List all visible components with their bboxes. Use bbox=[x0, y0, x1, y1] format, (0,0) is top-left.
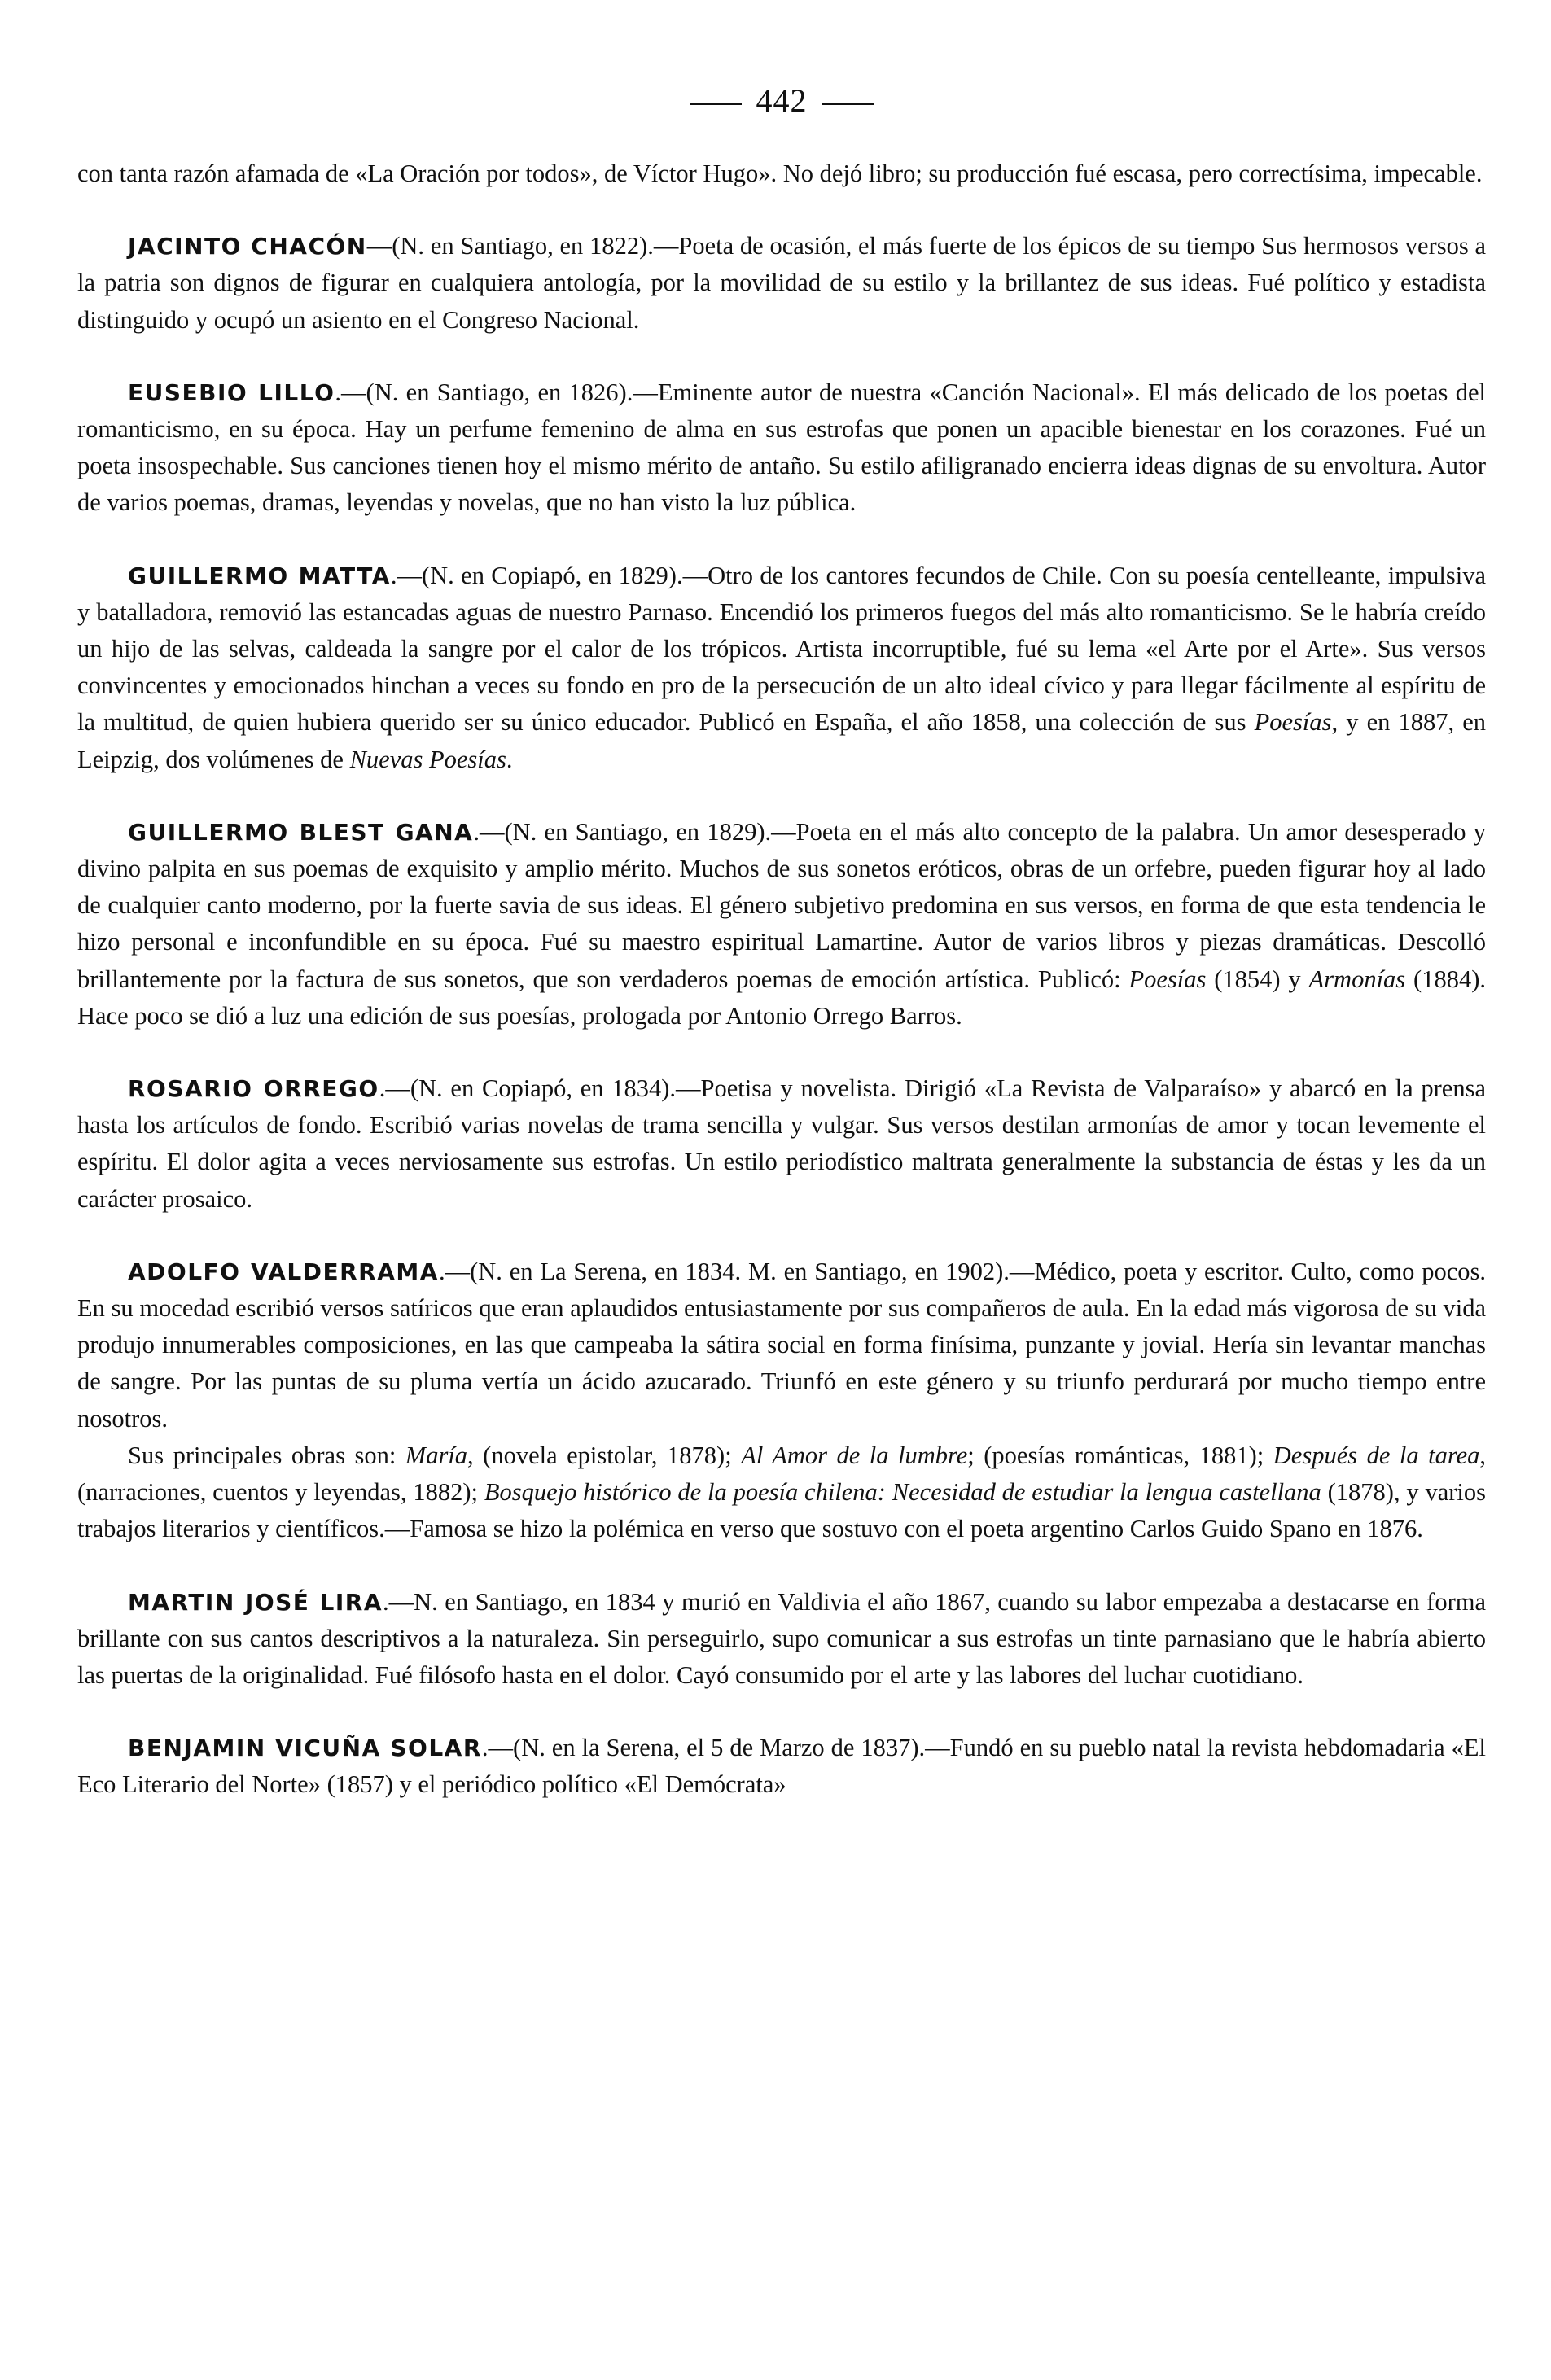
entry-text: , y en 1887, en Leipzig, dos volúmenes de bbox=[77, 708, 1486, 773]
entry-guillermo-blest-gana bbox=[77, 814, 1486, 1035]
book-title: María bbox=[405, 1441, 468, 1469]
entry-name: GUILLERMO BLEST GANA bbox=[128, 818, 474, 846]
entry-text: Sus principales obras son: bbox=[128, 1441, 405, 1469]
entry-jacinto-chacon bbox=[77, 228, 1486, 339]
entry-adolfo-valderrama bbox=[77, 1253, 1486, 1548]
entry-text: .—(N. en Santiago, en 1826).—Eminente autor de nuestra «Canción Nacional». El más delicado de los poetas del romanticismo, en su época. Hay un perfume femenino de alma en sus estrofas que ponen un apacible bienestar en los corazones. Fué un poeta insospechable. Sus canciones tienen hoy el mismo mérito de antaño. Su estilo afiligranado encierra ideas dignas de su envoltura. Autor de varios poemas, dramas, leyendas y novelas, que no han visto la luz pública. bbox=[77, 378, 1487, 517]
entry-paragraph bbox=[77, 1070, 1486, 1218]
entry-text: . bbox=[506, 745, 513, 773]
entry-text: , (narraciones, cuentos y leyendas, 1882); bbox=[77, 1441, 1486, 1507]
entry-paragraph bbox=[77, 814, 1486, 1035]
entry-paragraph bbox=[77, 228, 1486, 339]
page-number-line bbox=[77, 81, 1486, 120]
book-title: Nuevas Poesías bbox=[349, 745, 506, 773]
entry-paragraph bbox=[77, 374, 1486, 522]
entry-text: .—(N. en la Serena, el 5 de Marzo de 1837).—Fundó en su pueblo natal la revista hebdomadaria «El Eco Literario del Norte» (1857) y el periódico político «El Demócrata» bbox=[77, 1734, 1486, 1799]
entry-name: JACINTO CHACÓN bbox=[128, 233, 367, 260]
book-title: Poesías bbox=[1254, 708, 1332, 737]
entry-text: (1878), y varios trabajos literarios y científicos.—Famosa se hizo la polémica en verso que sostuvo con el poeta argentino Carlos Guido Spano en 1876. bbox=[77, 1478, 1486, 1543]
entry-eusebio-lillo bbox=[77, 374, 1486, 522]
entry-paragraph-works bbox=[77, 1437, 1486, 1548]
entry-text: , (novela epistolar, 1878); bbox=[467, 1441, 742, 1469]
book-title: Poesías bbox=[1128, 965, 1207, 993]
entry-text: .—(N. en Santiago, en 1829).—Poeta en el más alto concepto de la palabra. Un amor desesperado y divino palpita en sus poemas de exquisito y amplio mérito. Muchos de sus sonetos eróticos, obras de un orfebre, pueden figurar hoy al lado de cualquier canto moderno, por la fuerte savia de sus ideas. El género subjetivo predomina en sus versos, en forma de que esta tendencia le hizo personal e inconfundible en su época. Fué su maestro espiritual Lamartine. Autor de varios libros y piezas dramáticas. Descolló brillantemente por la factura de sus sonetos, que son verdaderos poemas de emoción artística. Publicó: bbox=[77, 817, 1486, 993]
entry-text: (1854) y bbox=[1206, 965, 1309, 993]
entry-paragraph bbox=[77, 1730, 1486, 1803]
entry-text: —(N. en Santiago, en 1822).—Poeta de ocasión, el más fuerte de los épicos de su tiempo Sus hermosos versos a la patria son dignos de figurar en cualquiera antología, por la movilidad de su estilo y la brillantez de sus ideas. Fué político y estadista distinguido y ocupó un asiento en el Congreso Nacional. bbox=[77, 232, 1486, 334]
book-title: Armonías bbox=[1308, 965, 1406, 993]
page-number-dash-left bbox=[690, 103, 742, 105]
page-number: 442 bbox=[756, 82, 808, 119]
entry-text: ; (poesías románticas, 1881); bbox=[967, 1441, 1273, 1469]
entry-paragraph bbox=[77, 558, 1486, 778]
entry-name: EUSEBIO LILLO bbox=[128, 378, 335, 406]
book-title: Después de la tarea bbox=[1273, 1441, 1480, 1469]
entry-text: .—(N. en Copiapó, en 1829).—Otro de los cantores fecundos de Chile. Con su poesía centelleante, impulsiva y batalladora, removió las estancadas aguas de nuestro Parnaso. Encendió los primeros fuegos del más alto romanticismo. Se le habría creído un hijo de las selvas, caldeada la sangre por el calor de los trópicos. Artista incorruptible, fué su lema «el Arte por el Arte». Sus versos convincentes y emocionados hinchan a veces su fondo en pro de la persecución de un alto ideal cívico y para llegar fácilmente al espíritu de la multitud, de quien hubiera querido ser su único educador. Publicó en España, el año 1858, una colección de sus bbox=[77, 561, 1486, 737]
entry-name: GUILLERMO MATTA bbox=[128, 562, 391, 589]
entry-name: ADOLFO VALDERRAMA bbox=[128, 1258, 439, 1285]
intro-fragment bbox=[77, 155, 1486, 192]
page-number-dash-right bbox=[822, 103, 874, 105]
entry-name: BENJAMIN VICUÑA SOLAR bbox=[128, 1735, 482, 1762]
entry-text: .—(N. en Copiapó, en 1834).—Poetisa y novelista. Dirigió «La Revista de Valparaíso» y abarcó en la prensa hasta los artículos de fondo. Escribió varias novelas de trama sencilla y vulgar. Sus versos destilan armonías de amor y tocan levemente el espíritu. El dolor agita a veces nerviosamente sus estrofas. Un estilo periodístico maltrata generalmente la substancia de éstas y les da un carácter prosaico. bbox=[77, 1074, 1486, 1213]
entry-text: .—N. en Santiago, en 1834 y murió en Valdivia el año 1867, cuando su labor empezaba a destacarse en forma brillante con sus cantos descriptivos a la naturaleza. Sin perseguirlo, supo comunicar a sus estrofas un tinte parnasiano que le habría abierto las puertas de la originalidad. Fué filósofo hasta en el dolor. Cayó consumido por el arte y las labores del luchar cuotidiano. bbox=[77, 1587, 1486, 1689]
entry-rosario-orrego bbox=[77, 1070, 1486, 1218]
entry-martin-jose-lira bbox=[77, 1584, 1486, 1695]
book-title: Bosquejo histórico de la poesía chilena: Necesidad de estudiar la lengua castellana bbox=[484, 1478, 1321, 1507]
entry-paragraph bbox=[77, 1253, 1486, 1437]
entry-paragraph bbox=[77, 1584, 1486, 1695]
entry-name: ROSARIO ORREGO bbox=[128, 1075, 379, 1103]
entry-text: .—(N. en La Serena, en 1834. M. en Santiago, en 1902).—Médico, poeta y escritor. Culto, como pocos. En su mocedad escribió versos satíricos que eran aplaudidos entusiastamente por sus compañeros de aula. En la edad más vigorosa de su vida produjo innumerables composiciones, en las que campeaba la sátira social en forma finísima, punzante y jovial. Hería sin levantar manchas de sangre. Por las puntas de su pluma vertía un ácido azucarado. Triunfó en este género y su triunfo perdurará por mucho tiempo entre nosotros. bbox=[77, 1257, 1486, 1433]
entry-benjamin-vicuna-solar bbox=[77, 1730, 1486, 1803]
entry-text: (1884). Hace poco se dió a luz una edición de sus poesías, prologada por Antonio Orrego Barros. bbox=[77, 965, 1486, 1030]
book-title: Al Amor de la lumbre bbox=[741, 1441, 968, 1469]
entry-guillermo-matta bbox=[77, 558, 1486, 778]
document-page bbox=[77, 81, 1486, 1804]
intro-paragraph: con tanta razón afamada de «La Oración por todos», de Víctor Hugo». No dejó libro; su producción fué escasa, pero correctísima, impecable. bbox=[77, 160, 1483, 187]
entry-name: MARTIN JOSÉ LIRA bbox=[128, 1588, 383, 1616]
